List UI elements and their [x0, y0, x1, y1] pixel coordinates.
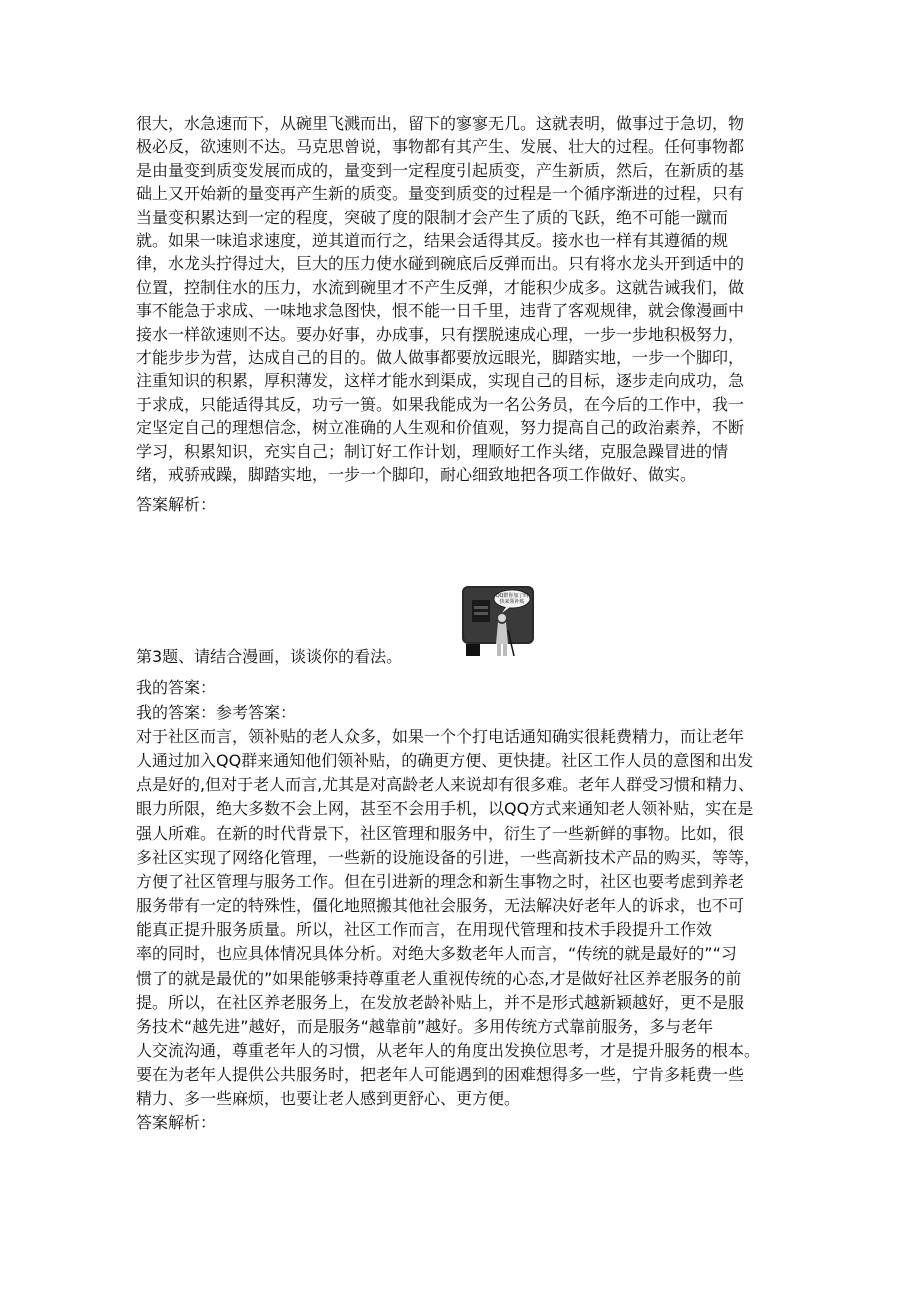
my-answer-label: 我的答案： [136, 678, 217, 697]
paragraph-line: 律，水龙头拧得过大，巨大的压力使水碰到碗底后反弹而出。只有将水龙头开到适中的 [136, 254, 745, 274]
paragraph-line: 点是好的,但对于老人而言,尤其是对高龄老人来说却有很多难。老年人群受习惯和精力、 [136, 775, 755, 795]
paragraph-line: 精力、多一些麻烦，也要让老人感到更舒心、更方便。 [136, 1089, 521, 1109]
paragraph-line: 很大，水急速而下，从碗里飞溅而出，留下的寥寥无几。这就表明，做事过于急切，物 [136, 114, 745, 133]
old-man-head [498, 614, 506, 622]
reference-answer-label: 我的答案：参考答案： [136, 703, 297, 722]
paragraph-line: 率的同时，也应具体情况具体分析。对绝大多数老年人而言，“传统的就是最好的”“习 [136, 944, 737, 964]
paragraph-line: 多社区实现了网络化管理，一些新的设施设备的引进，一些高新技术产品的购买，等等， [136, 847, 761, 867]
paragraph-line: 提。所以，在社区养老服务上，在发放老龄补贴上，并不是形式越新颖越好，更不是服 [136, 992, 745, 1012]
paragraph-line: 定坚定自己的理想信念，树立准确的人生观和价值观，努力提高自己的政治素养，不断 [136, 418, 745, 438]
paragraph-line: 注重知识的积累，厚积薄发，这样才能水到渠成，实现自己的目标，逐步走向成功，急 [136, 371, 745, 391]
answer-analysis-label-2: 答案解析： [136, 1113, 217, 1132]
paragraph-line: 对于社区而言，领补贴的老人众多，如果一个个打电话通知确实很耗费精力，而让老年 [136, 727, 745, 746]
answer-analysis-label-1: 答案解析： [136, 495, 217, 514]
paragraph-line: 能真正提升服务质量。所以，社区工作而言，在用现代管理和技术手段提升工作效 [136, 920, 713, 940]
paragraph-line: 当量变积累达到一定的程度，突破了度的限制才会产生了质的飞跃，绝不可能一蹴而 [136, 207, 729, 227]
paragraph-line: 才能步步为营，达成自己的目的。做人做事都要放远眼光，脚踏实地，一步一个脚印， [136, 348, 745, 367]
paragraph-line: 事不能急于求成、一味地求急图快，恨不能一日千里，违背了客观规律，就会像漫画中 [136, 301, 745, 321]
paragraph-line: 接水一样欲速则不达。要办好事，办成事，只有摆脱速成心理，一步一步地积极努力， [136, 324, 745, 344]
paragraph-line: 绪，戒骄戒躁，脚踏实地，一步一个脚印，耐心细致地把各项工作做好、做实。 [136, 465, 697, 484]
svg-text:快来领补贴: 快来领补贴 [499, 599, 525, 605]
paragraph-line: 人交流沟通，尊重老年人的习惯，从老年人的角度出发换位思考，才是提升服务的根本。 [136, 1040, 761, 1060]
paragraph-line: 强人所难。在新的时代背景下，社区管理和服务中，衍生了一些新鲜的事物。比如，很 [136, 823, 745, 843]
paragraph-line: 方便了社区管理与服务工作。但在引进新的理念和新生事物之时，社区也要考虑到养老 [136, 871, 745, 891]
paragraph-line: 就。如果一味追求速度，逆其道而行之，结果会适得其反。接水也一样有其遵循的规 [136, 231, 729, 250]
paragraph-line: 服务带有一定的特殊性，僵化地照搬其他社会服务，无法解决好老年人的诉求，也不可 [136, 896, 745, 916]
paragraph-line: 是由量变到质变发展而成的，量变到一定程度引起质变，产生新质，然后，在新质的基 [136, 160, 745, 180]
paragraph-line: 务技术“越先进”越好，而是服务“越靠前”越好。多用传统方式靠前服务，多与老年 [136, 1016, 714, 1036]
paragraph-line: 于求成，只能适得其反，功亏一篑。如果我能成为一名公务员，在今后的工作中，我一 [136, 394, 745, 414]
paragraph-line: 础上又开始新的量变再产生新的质变。量变到质变的过程是一个循序渐进的过程，只有 [136, 184, 745, 204]
speech-bubble-text: QQ群你加了吗 [495, 593, 529, 599]
paragraph-line: 学习，积累知识，充实自己；制订好工作计划，理顺好工作头绪，克服急躁冒进的情 [136, 441, 729, 461]
paragraph-line: 惯了的就是最优的”如果能够秉持尊重老人重视传统的心态,才是做好社区养老服务的前 [136, 968, 742, 988]
question-3-title: 第3题、请结合漫画，谈谈你的看法。 [136, 647, 403, 666]
paragraph-line: 极必反，欲速则不达。马克思曾说，事物都有其产生、发展、壮大的过程。任何事物都 [136, 137, 745, 157]
paragraph-line: 要在为老年人提供公共服务时，把老年人可能遇到的困难想得多一些，宁肯多耗费一些 [136, 1065, 745, 1085]
paragraph-line: 眼力所限，绝大多数不会上网，甚至不会用手机，以QQ方式来通知老人领补贴，实在是 [136, 799, 754, 819]
paragraph-line: 人通过加入QQ群来通知他们领补贴，的确更方便、更快捷。社区工作人员的意图和出发 [136, 751, 754, 771]
paragraph-line: 位置，控制住水的压力，水流到碗里才不产生反弹，才能积少成多。这就告诫我们，做 [136, 277, 745, 297]
